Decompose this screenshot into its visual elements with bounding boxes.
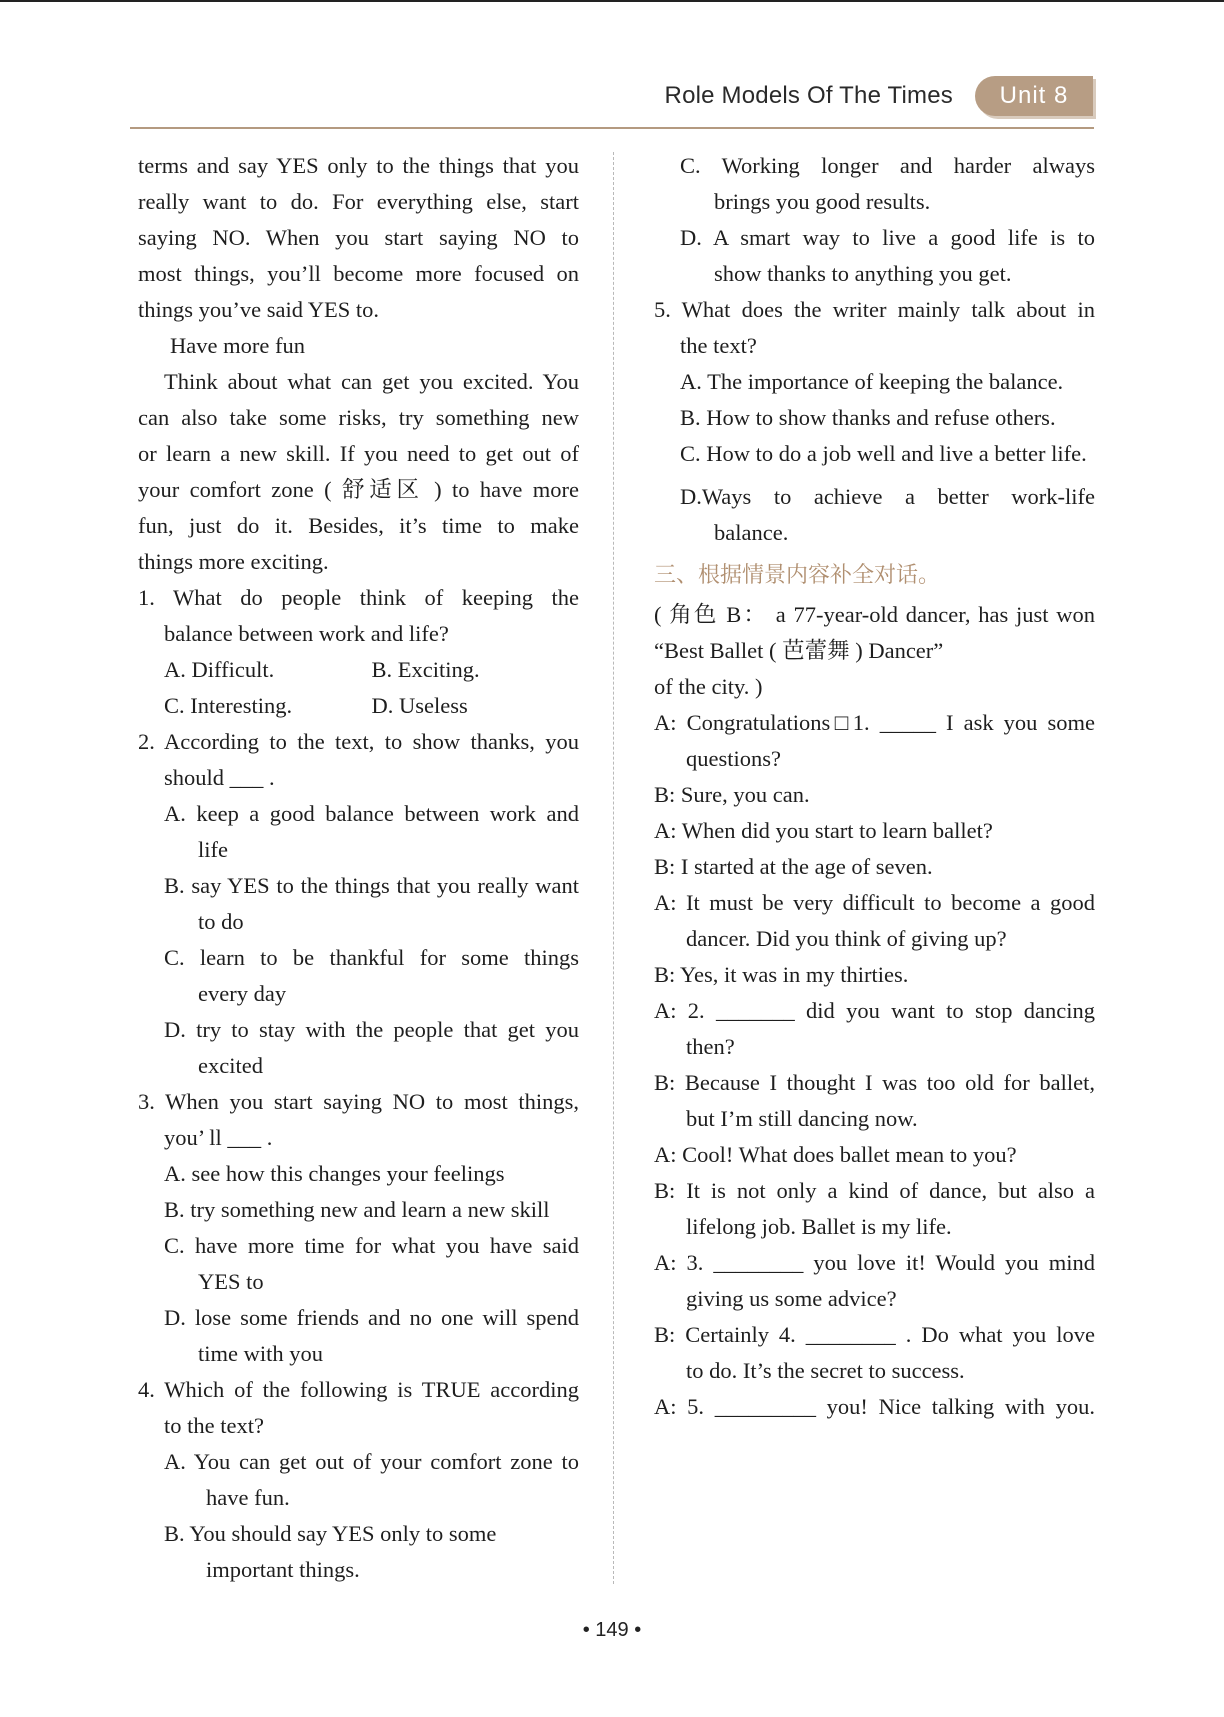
text-line: most things, you’ll become more focused on bbox=[138, 261, 579, 286]
text-line: C. learn to be thankful for some things bbox=[164, 945, 579, 970]
text-line: things you’ve said YES to. bbox=[138, 297, 380, 322]
text-line: time with you bbox=[198, 1341, 323, 1366]
text-line: every day bbox=[198, 981, 287, 1006]
text-line: have fun. bbox=[206, 1485, 290, 1510]
option-row bbox=[138, 652, 579, 688]
text-line: A: When did you start to learn ballet? bbox=[654, 818, 993, 843]
text-line: D.Ways to achieve a better work-life bbox=[680, 484, 1095, 509]
text-line: giving us some advice? bbox=[686, 1286, 897, 1311]
text-line: balance. bbox=[714, 520, 789, 545]
text-line: A: Congratulations□1. _____ I ask you some bbox=[654, 710, 1095, 735]
header-rule bbox=[130, 127, 1094, 129]
top-border bbox=[0, 0, 1224, 2]
text-line: balance between work and life? bbox=[164, 621, 449, 646]
text-line: can also take some risks, try something new bbox=[138, 405, 579, 430]
option-text: C. Interesting. bbox=[164, 693, 293, 718]
text-line: 1. What do people think of keeping the bbox=[138, 585, 579, 610]
text-line: to do. It’s the secret to success. bbox=[686, 1358, 965, 1383]
book-title: Role Models Of The Times bbox=[664, 82, 953, 109]
text-line: B: I started at the age of seven. bbox=[654, 854, 933, 879]
text-line: A: It must be very difficult to become a good bbox=[654, 890, 1095, 915]
text-line: terms and say YES only to the things that you bbox=[138, 153, 579, 178]
unit-badge: Unit 8 bbox=[975, 76, 1093, 116]
text-line: questions? bbox=[686, 746, 781, 771]
text-line: or learn a new skill. If you need to get out of bbox=[138, 441, 579, 466]
text-line: you’ ll ___ . bbox=[164, 1125, 273, 1150]
text-line: A. keep a good balance between work and bbox=[164, 801, 579, 826]
text-line: A. You can get out of your comfort zone to bbox=[164, 1449, 579, 1474]
text-line: excited bbox=[198, 1053, 263, 1078]
text-line: fun, just do it. Besides, it’s time to make bbox=[138, 513, 579, 538]
text-line: B: It is not only a kind of dance, but also a bbox=[654, 1178, 1095, 1203]
text-line: B. You should say YES only to some bbox=[164, 1521, 497, 1546]
text-line: things more exciting. bbox=[138, 549, 329, 574]
text-line: life bbox=[198, 837, 228, 862]
text-line: brings you good results. bbox=[714, 189, 931, 214]
text-line: A: 2. _______ did you want to stop dancing bbox=[654, 998, 1095, 1023]
text-line: the text? bbox=[680, 333, 757, 358]
text-line: but I’m still dancing now. bbox=[686, 1106, 918, 1131]
text-line: saying NO. When you start saying NO to bbox=[138, 225, 579, 250]
text-line: A: Cool! What does ballet mean to you? bbox=[654, 1142, 1017, 1167]
text-line: A: 5. _________ you! Nice talking with you. bbox=[654, 1394, 1095, 1419]
text-line: important things. bbox=[206, 1557, 360, 1582]
text-line: A: 3. ________ you love it! Would you mind bbox=[654, 1250, 1095, 1275]
column-divider bbox=[613, 152, 614, 1584]
page-header bbox=[665, 76, 1093, 116]
text-line: 5. What does the writer mainly talk about in bbox=[654, 297, 1095, 322]
text-line: B. try something new and learn a new skill bbox=[164, 1197, 550, 1222]
text-line: ( 角色 B： a 77-year-old dancer, has just won bbox=[654, 602, 1095, 627]
text-line: your comfort zone ( 舒适区 ) to have more bbox=[138, 477, 579, 502]
text-line: 3. When you start saying NO to most things, bbox=[138, 1089, 579, 1114]
text-line: B: Because I thought I was too old for ballet, bbox=[654, 1070, 1095, 1095]
text-line: dancer. Did you think of giving up? bbox=[686, 926, 1007, 951]
text-line: A. The importance of keeping the balance. bbox=[680, 369, 1064, 394]
text-line: B: Yes, it was in my thirties. bbox=[654, 962, 909, 987]
text-line: D. lose some friends and no one will spend bbox=[164, 1305, 579, 1330]
text-line: D. try to stay with the people that get you bbox=[164, 1017, 579, 1042]
text-line: C. Working longer and harder always bbox=[680, 153, 1095, 178]
section-heading: 三、根据情景内容补全对话。 bbox=[654, 563, 941, 588]
text-line: B. say YES to the things that you really want bbox=[164, 873, 579, 898]
text-line: really want to do. For everything else, start bbox=[138, 189, 579, 214]
text-line: to the text? bbox=[164, 1413, 264, 1438]
text-line: should ___ . bbox=[164, 765, 275, 790]
text-line: B: Sure, you can. bbox=[654, 782, 810, 807]
text-line: to do bbox=[198, 909, 244, 934]
text-line: 2. According to the text, to show thanks, you bbox=[138, 729, 579, 754]
text-line: then? bbox=[686, 1034, 735, 1059]
text-line: show thanks to anything you get. bbox=[714, 261, 1012, 286]
text-line: “Best Ballet ( 芭蕾舞 ) Dancer” bbox=[654, 638, 944, 663]
left-column bbox=[138, 148, 579, 1588]
option-text: A. Difficult. bbox=[164, 657, 275, 682]
text-line: lifelong job. Ballet is my life. bbox=[686, 1214, 952, 1239]
text-line: YES to bbox=[198, 1269, 264, 1294]
spacer bbox=[654, 472, 1095, 479]
option-text: D. Useless bbox=[371, 693, 468, 718]
text-line: C. have more time for what you have said bbox=[164, 1233, 579, 1258]
text-line: Have more fun bbox=[170, 333, 305, 358]
text-line: B: Certainly 4. ________ . Do what you love bbox=[654, 1322, 1095, 1347]
text-line: C. How to do a job well and live a better life. bbox=[680, 441, 1087, 466]
text-line: D. A smart way to live a good life is to bbox=[680, 225, 1095, 250]
option-row bbox=[138, 688, 579, 724]
text-line: A. see how this changes your feelings bbox=[164, 1161, 505, 1186]
text-line: 4. Which of the following is TRUE according bbox=[138, 1377, 579, 1402]
option-text: B. Exciting. bbox=[371, 657, 480, 682]
text-line: of the city. ) bbox=[654, 674, 763, 699]
page-number: • 149 • bbox=[582, 1619, 642, 1641]
text-line: B. How to show thanks and refuse others. bbox=[680, 405, 1056, 430]
right-column bbox=[654, 148, 1095, 1425]
text-line: Think about what can get you excited. You bbox=[164, 369, 579, 394]
